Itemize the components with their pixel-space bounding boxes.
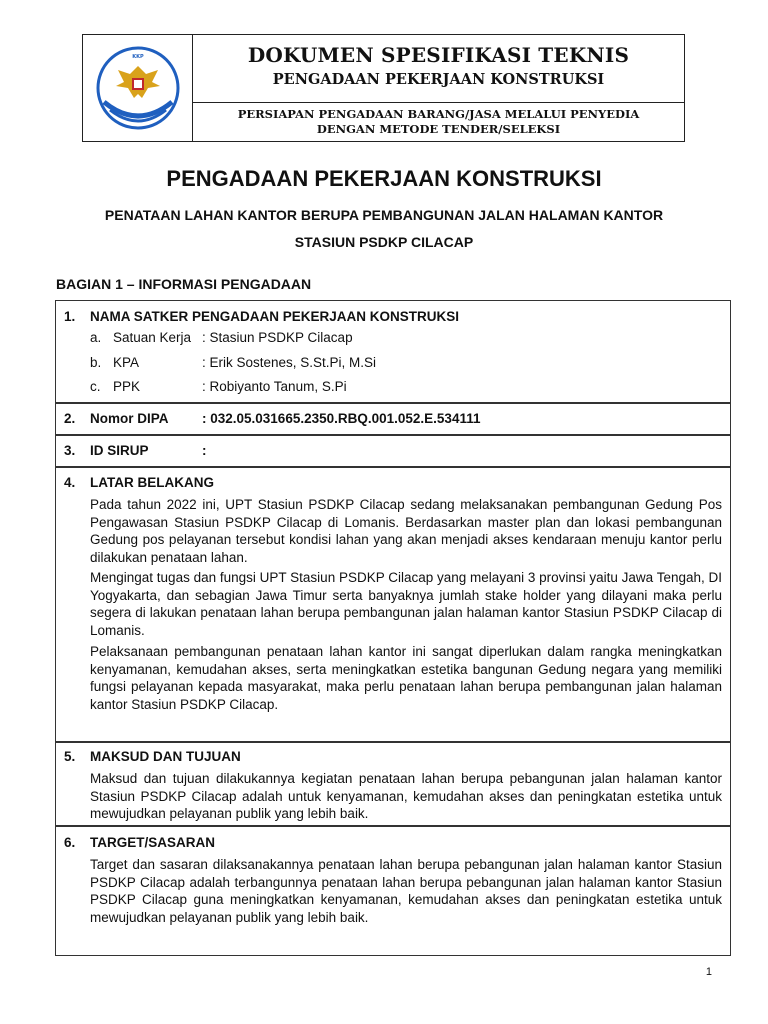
row-maksud-tujuan	[55, 742, 731, 826]
row-sirup	[55, 435, 731, 467]
row-satker	[55, 300, 731, 403]
row-heading: LATAR BELAKANG	[90, 475, 214, 490]
row-heading: TARGET/SASARAN	[90, 835, 216, 850]
paragraph: Pelaksanaan pembangunan penataan lahan kantor ini sangat diperlukan dalam rangka meningkatkan kenyamanan, kemudahan akses, serta meningkatkan estetika bangunan Gedung negara yang memiliki fungsi pelayanan kepada masyarakat, maka perlu penataan lahan berupa pembangunan jalan halaman kantor Stasiun PSDKP Cilacap.	[90, 644, 722, 712]
paragraph: Mengingat tugas dan fungsi UPT Stasiun PSDKP Cilacap yang melayani 3 provinsi yaitu Jawa Tengah, DI Yogyakarta, dan sebagian Jawa Timur serta banyaknya jumlah stake holder yang dilayani maka perlu segera di lakukan penataan lahan berupa pembangunan jalan halaman kantor Stasiun PSDKP Cilacap di Lomanis.	[90, 570, 722, 638]
row-number: 5.	[64, 749, 76, 764]
paragraph: Target dan sasaran dilaksanakannya penataan lahan berupa pebangunan jalan halaman kantor Stasiun PSDKP Cilacap adalah terbangunnya penataan lahan berupa pebangunan jalan halaman kantor Stasiun PSDKP Cilacap guna meningkatkan kenyamanan, kemudahan akses dan peningkatan estetika untuk mewujudkan pelayanan publik yang lebih baik.	[90, 857, 722, 925]
header-note-line1: PERSIAPAN PENGADAAN BARANG/JASA MELALUI PENYEDIA	[237, 107, 640, 121]
row-number: 1.	[64, 309, 76, 324]
header-subtitle: PENGADAAN PEKERJAAN KONSTRUKSI	[272, 71, 605, 88]
row-label: ID SIRUP	[90, 443, 149, 458]
row-number: 2.	[64, 411, 76, 426]
section-title: BAGIAN 1 – INFORMASI PENGADAAN	[56, 276, 312, 292]
header-title: DOKUMEN SPESIFIKASI TEKNIS	[247, 43, 630, 67]
item-label: PPK	[113, 379, 141, 394]
row-value: :	[202, 443, 207, 458]
row-latar-belakang	[55, 467, 731, 742]
paragraph: Pada tahun 2022 ini, UPT Stasiun PSDKP Cilacap sedang melaksanakan pembangunan Gedung Pos Pengawasan Stasiun PSDKP Cilacap di Lomanis. Berdasarkan master plan dan lokasi pembangunan Gedung pos pelayanan tersebut kondisi lahan yang akan menjadi akses kendaraan menuju kantor perlu dilakukan penataan lahan.	[90, 497, 722, 565]
item-label: Satuan Kerja	[113, 330, 192, 345]
document-subtitle-line1: PENATAAN LAHAN KANTOR BERUPA PEMBANGUNAN JALAN HALAMAN KANTOR	[104, 207, 664, 223]
row-value: : 032.05.031665.2350.RBQ.001.052.E.534111	[202, 411, 481, 426]
document-header	[82, 34, 685, 142]
item-letter: b.	[90, 355, 102, 370]
page-number: 1	[705, 966, 712, 978]
row-number: 6.	[64, 835, 76, 850]
row-target-sasaran	[55, 826, 731, 956]
row-label: Nomor DIPA	[90, 411, 169, 426]
item-label: KPA	[113, 355, 140, 370]
item-value: : Robiyanto Tanum, S.Pi	[202, 379, 347, 394]
item-letter: c.	[90, 379, 101, 394]
row-heading: NAMA SATKER PENGADAAN PEKERJAAN KONSTRUKSI	[90, 309, 460, 324]
row-number: 4.	[64, 475, 76, 490]
document-title: PENGADAAN PEKERJAAN KONSTRUKSI	[166, 166, 602, 191]
svg-text:KKP: KKP	[131, 54, 144, 60]
header-note-cell	[193, 102, 684, 141]
header-note-line2: DENGAN METODE TENDER/SELEKSI	[316, 122, 561, 136]
paragraph: Maksud dan tujuan dilakukannya kegiatan penataan lahan berupa pebangunan jalan halaman kantor Stasiun PSDKP Cilacap adalah untuk kenyamanan, kemudahan akses dan peningkatan estetika untuk mewujudkan pelayanan publik yang lebih baik.	[90, 771, 722, 821]
row-number: 3.	[64, 443, 76, 458]
document-subtitle-line2: STASIUN PSDKP CILACAP	[294, 234, 474, 250]
row-dipa	[55, 403, 731, 435]
row-heading: MAKSUD DAN TUJUAN	[90, 749, 241, 764]
item-value: : Erik Sostenes, S.St.Pi, M.Si	[202, 355, 377, 370]
item-value: : Stasiun PSDKP Cilacap	[202, 330, 353, 345]
kkp-emblem-icon	[90, 40, 186, 136]
header-title-cell	[193, 35, 684, 102]
item-letter: a.	[90, 330, 102, 345]
document-subtitle	[60, 202, 708, 256]
ministry-logo	[83, 35, 193, 141]
